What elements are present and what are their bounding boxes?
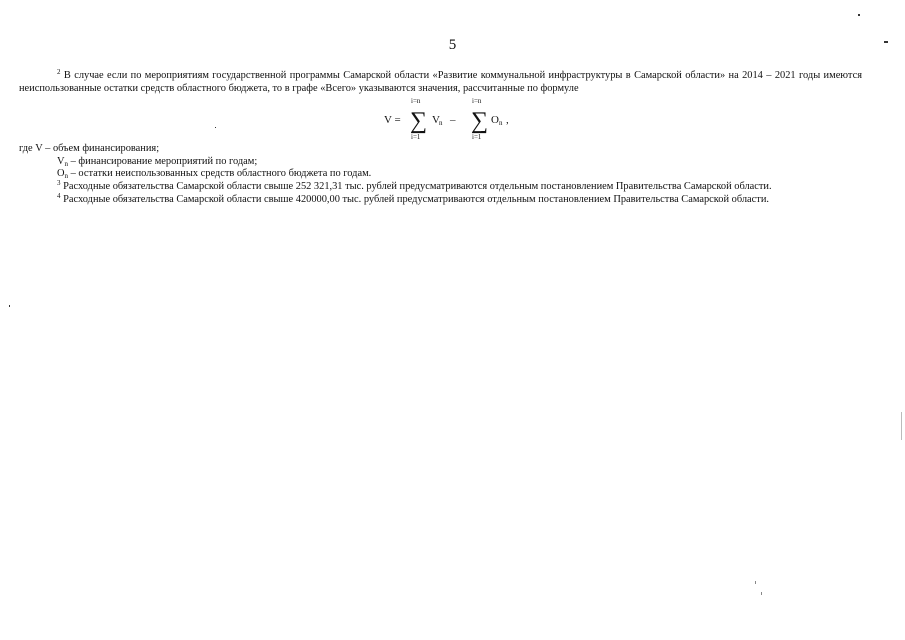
where-line-2-text: – финансирование мероприятий по годам; xyxy=(68,155,258,167)
scan-speck xyxy=(858,14,860,16)
formula-sum2-sigma: ∑ xyxy=(471,108,489,135)
where-line-3-sub: n xyxy=(64,172,69,181)
footnote-2 xyxy=(19,70,862,95)
where-line-2-var: V xyxy=(57,155,65,167)
footnote-3 xyxy=(19,178,862,194)
footnote-3-mark: 3 xyxy=(57,178,61,187)
formula-minus: – xyxy=(450,114,456,127)
scan-speck xyxy=(9,305,10,307)
formula-term2-base: O xyxy=(491,114,499,127)
where-line-3 xyxy=(19,168,862,181)
formula-sum2-bottom: i=1 xyxy=(472,133,482,142)
where-line-2-sub: n xyxy=(64,159,69,168)
scan-speck xyxy=(901,412,902,440)
where-line-1: где V – объем финансирования; xyxy=(19,143,160,155)
formula-sum2-top: i=n xyxy=(472,97,482,106)
formula xyxy=(19,95,862,143)
footnotes-block xyxy=(19,70,862,206)
footnote-4 xyxy=(19,191,862,207)
formula-sum1-bottom: i=1 xyxy=(411,133,421,142)
page-number: 5 xyxy=(448,37,457,53)
formula-term1-base: V xyxy=(432,114,440,127)
footnote-2-text: В случае если по мероприятиям государственной программы Самарской области «Развитие коммунальной инфраструктуры в Самарской области» на 2014 – 2021 годы имеются неиспользованные остатки средств областного бюджета, то в графе «Всего» указываются значения, рассчитанные по формуле xyxy=(19,70,862,94)
footnote-4-text: Расходные обязательства Самарской области свыше 420000,00 тыс. рублей предусматриваются отдельным постановлением Правительства Самарской области. xyxy=(63,193,769,205)
formula-svg xyxy=(384,95,524,143)
formula-sum1-top: i=n xyxy=(411,97,421,106)
footnote-3-text: Расходные обязательства Самарской области свыше 252 321,31 тыс. рублей предусматриваются отдельным постановлением Правительства Самарской области. xyxy=(63,180,772,192)
scan-speck xyxy=(761,592,762,595)
where-line-3-var: O xyxy=(57,168,65,180)
formula-term2-sub: n xyxy=(499,119,503,128)
formula-trail: , xyxy=(506,114,509,127)
formula-lhs: V = xyxy=(384,114,401,127)
footnote-4-mark: 4 xyxy=(57,191,61,200)
scan-speck xyxy=(755,581,756,584)
scan-speck xyxy=(215,127,216,128)
scan-speck xyxy=(884,41,888,43)
formula-term1-sub: n xyxy=(439,119,443,128)
where-line-3-text: – остатки неиспользованных средств областного бюджета по годам. xyxy=(68,168,372,180)
where-line-2 xyxy=(19,156,862,169)
formula-sum1-sigma: ∑ xyxy=(410,108,428,135)
footnote-2-mark: 2 xyxy=(57,68,61,76)
